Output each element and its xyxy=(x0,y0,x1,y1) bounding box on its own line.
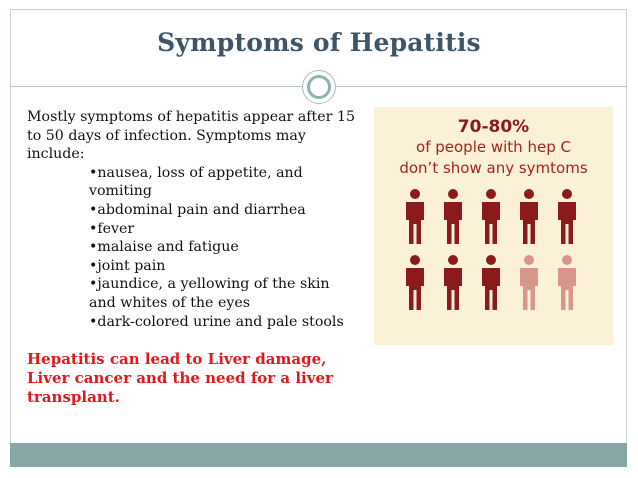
symptom-list xyxy=(89,164,357,331)
person-icon xyxy=(518,189,540,245)
divider-ornament xyxy=(302,70,336,104)
hep-c-infographic xyxy=(374,107,613,345)
footer-bar xyxy=(10,443,627,467)
person-icon xyxy=(404,189,426,245)
people-grid xyxy=(396,189,596,311)
person-icon xyxy=(404,255,426,311)
person-icon xyxy=(556,189,578,245)
person-icon-affected xyxy=(472,255,510,311)
intro-text: Mostly symptoms of hepatitis appear after 15 to 50 days of infection. Symptoms may include: xyxy=(27,109,355,163)
warning-text: Hepatitis can lead to Liver damage, Liver cancer and the need for a liver transplant. xyxy=(27,350,333,406)
person-icon-affected xyxy=(396,189,434,245)
person-icon-affected xyxy=(396,255,434,311)
person-icon-affected xyxy=(434,189,472,245)
symptom-item: • malaise and fatigue xyxy=(89,238,357,257)
person-icon xyxy=(518,255,540,311)
person-icon-affected xyxy=(510,189,548,245)
person-icon xyxy=(442,189,464,245)
infographic-line-2: don’t show any symtoms xyxy=(399,159,588,177)
symptom-item: • joint pain xyxy=(89,257,357,276)
slide-title: Symptoms of Hepatitis xyxy=(157,28,481,57)
person-icon-affected xyxy=(472,189,510,245)
symptom-item: • jaundice, a yellowing of the skin and whites of the eyes xyxy=(89,275,357,312)
person-icon-unaffected xyxy=(510,255,548,311)
slide-body xyxy=(27,108,357,331)
infographic-percent: 70-80% xyxy=(457,117,530,137)
ornament-ring xyxy=(307,75,331,99)
person-icon xyxy=(480,255,502,311)
symptom-item: • dark-colored urine and pale stools xyxy=(89,313,357,332)
person-icon xyxy=(556,255,578,311)
symptom-item: • nausea, loss of appetite, and vomiting xyxy=(89,164,357,201)
infographic-line-1: of people with hep C xyxy=(416,138,571,156)
symptom-item: • fever xyxy=(89,220,357,239)
person-icon xyxy=(442,255,464,311)
person-icon-unaffected xyxy=(548,255,586,311)
person-icon-affected xyxy=(434,255,472,311)
symptom-item: • abdominal pain and diarrhea xyxy=(89,201,357,220)
person-icon xyxy=(480,189,502,245)
person-icon-affected xyxy=(548,189,586,245)
